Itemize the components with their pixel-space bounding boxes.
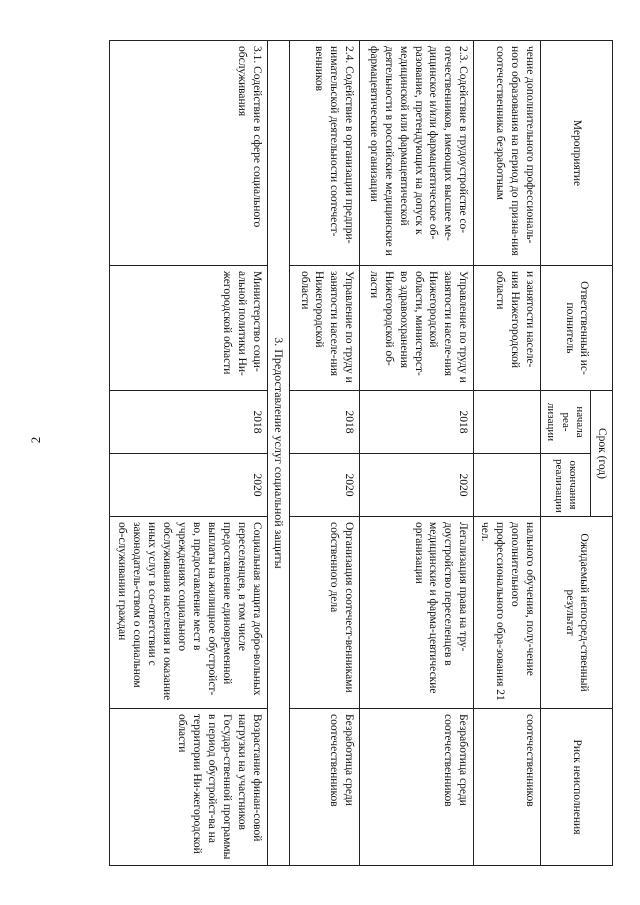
section-row [267, 41, 290, 866]
row-result: нального обучения, полу-чение дополнительного профессионального обра-зования 21 чел. [474, 517, 541, 709]
row-activity: чение дополнительного профессиональ-ного образования на период до призна-ния соотечественника безработным [474, 41, 541, 266]
header-term-end: окончания реализации [541, 454, 591, 517]
row-end: 2020 [360, 454, 474, 517]
header-executor: Ответственный ис-полнитель [541, 266, 613, 391]
row-start: 2018 [290, 391, 360, 454]
table-row [474, 41, 541, 866]
row-executor: Управление по труду и занятости населе-ния Нижегородской области [290, 266, 360, 391]
header-risk: Риск неисполнения [541, 709, 613, 866]
header-activity: Мероприятие [541, 41, 613, 266]
row-executor: Министерство соци-альной политики Ни-жегородской области [109, 266, 267, 391]
row-start [474, 391, 541, 454]
table-row [360, 41, 474, 866]
row-executor: Управление по труду и занятости населе-ния Нижегородской области, министерст-во здравоохранения Нижегородской об-ласти [360, 266, 474, 391]
row-risk: соотечественников [474, 709, 541, 866]
row-result: Легализация права на тру-доустройство переселенцев в медицинские и фарма-цевтические организации [360, 517, 474, 709]
row-risk: Безработица среди соотечественников [360, 709, 474, 866]
header-result: Ожидаемый непосред-ственный результат [541, 517, 613, 709]
section-title: 3. Предоставление услуг социальной защиты [267, 41, 290, 866]
header-term-start: начала реа-лизации [541, 391, 591, 454]
rotated-page [0, 40, 613, 860]
row-risk: Безработица среди соотечественников [290, 709, 360, 866]
program-table [109, 40, 613, 866]
table-row [109, 41, 267, 866]
row-activity: 3.1. Содействие в сфере социального обслуживания [109, 41, 267, 266]
row-activity: 2.3. Содействие в трудоустройстве со-отечественников, имеющих высшее ме-дицинское и/или фармацевтическое об-разование, претендующих на допуск к медицинской или фармацевтической деятельности в российские медицинские и фармацевтические организации [360, 41, 474, 266]
header-term: Срок (год) [591, 391, 613, 517]
row-start: 2018 [360, 391, 474, 454]
row-start: 2018 [109, 391, 267, 454]
row-risk: Возрастание финан-совой нагрузки на участников Государ-ственной программы в период обустройст-ва на территории Ни-жегородской области [109, 709, 267, 866]
row-end [474, 454, 541, 517]
row-result: Социальная защита добро-вольных переселенцев, в том числе предоставление единовременной выплаты на жилищное обустройст-во, предоставление мест в учреждениях социального обслуживания населения и оказание иных услуг в со-ответствии с законодатель-ством о социальном об-служивании граждан [109, 517, 267, 709]
page-number: 2 [28, 436, 43, 444]
row-end: 2020 [290, 454, 360, 517]
row-activity: 2.4. Содействие в организации предпри-нимательской деятельности соотечест-венников [290, 41, 360, 266]
row-result: Организация соотечест-венниками собственного дела [290, 517, 360, 709]
row-end: 2020 [109, 454, 267, 517]
row-executor: и занятости населе-ния Нижегородской области [474, 266, 541, 391]
table-frame [40, 40, 613, 865]
table-row [290, 41, 360, 866]
